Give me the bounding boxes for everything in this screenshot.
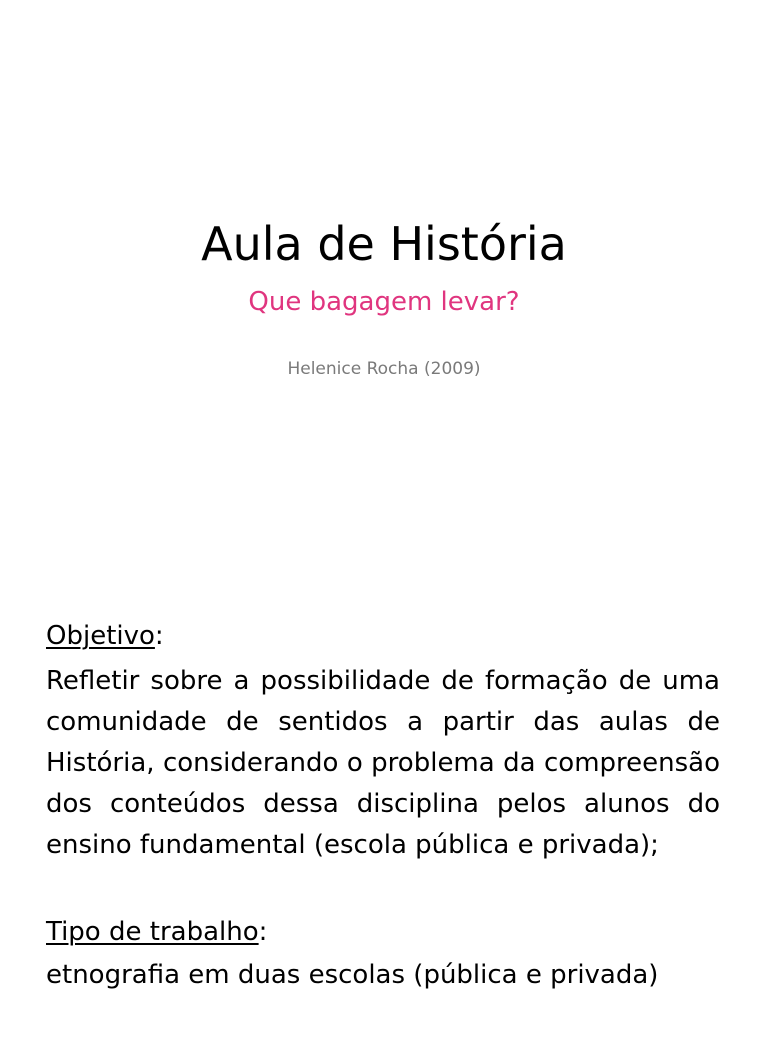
slide-author: Helenice Rocha (2009) [287,359,481,379]
slide-content [46,616,720,1042]
objective-heading-colon: : [154,621,164,651]
objective-heading-text: Objetivo [46,621,155,651]
work-type-heading [46,912,720,954]
objective-paragraph: Refletir sobre a possibilidade de formação de uma comunidade de sentidos a partir das aulas de História, considerando o problema da compreensão dos conteúdos dessa disciplina pelos alunos do ensino fundamental (escola pública e privada); [46,666,720,860]
work-type-paragraph: etnografia em duas escolas (pública e privada) [46,960,659,990]
slide-subtitle: Que bagagem levar? [248,287,520,317]
objective-heading [46,616,720,658]
slide-title: Aula de História [201,217,567,271]
work-type-heading-colon: : [258,917,268,947]
work-type-heading-text: Tipo de trabalho [46,917,259,947]
